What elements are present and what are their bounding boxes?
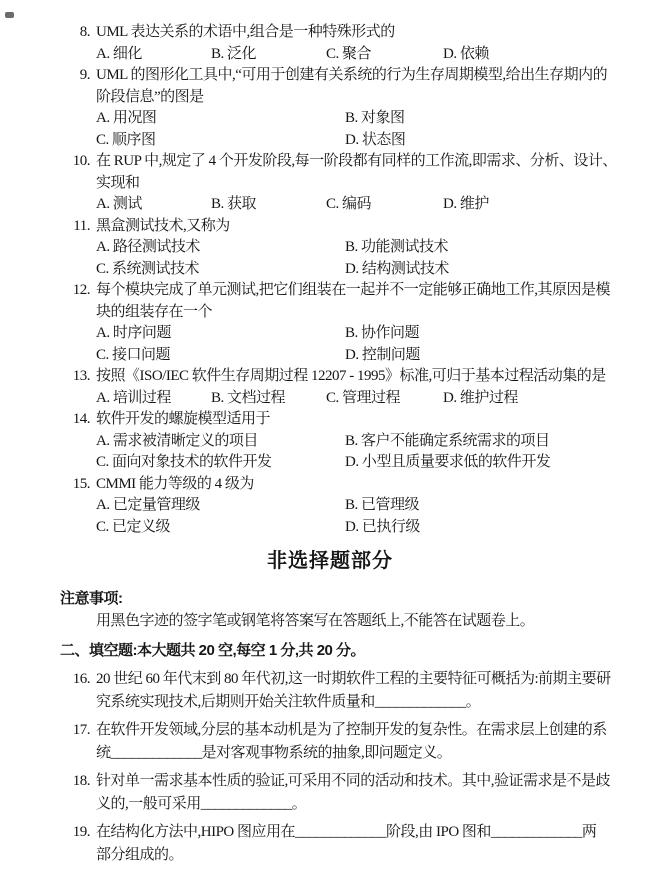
option-b: B. 功能测试技术 [345, 239, 449, 255]
question-text-line: 部分组成的。 [96, 847, 184, 863]
option-a: A. 路径测试技术 [96, 239, 200, 255]
options-row [96, 259, 600, 281]
option-a: A. 测试 [96, 196, 142, 212]
option-c: C. 聚合 [326, 45, 372, 62]
option-b: B. 协作问题 [345, 325, 420, 341]
options-row [96, 194, 600, 216]
option-a: A. 已定量管理级 [96, 497, 200, 513]
options-row [96, 452, 600, 474]
question-text-line: 每个模块完成了单元测试,把它们组装在一起并不一定能够正确地工作,其原因是模 [96, 282, 611, 298]
option-a: A. 需求被清晰定义的项目 [96, 432, 258, 449]
mc-question-8 [60, 22, 600, 65]
fill-question-19 [60, 821, 600, 867]
question-text-line: 阶段信息”的图是 [96, 88, 204, 105]
question-text-line: 在软件开发领域,分层的基本动机是为了控制开发的复杂性。在需求层上创建的系 [96, 722, 607, 738]
option-b: B. 客户不能确定系统需求的项目 [345, 432, 550, 449]
question-number: 8. [79, 24, 90, 40]
option-d: D. 维护过程 [443, 389, 518, 406]
option-d: D. 结构测试技术 [345, 260, 449, 277]
fill-in-section-header: 二、填空题:本大题共 20 空,每空 1 分,共 20 分。 [60, 642, 366, 659]
question-number: 11. [73, 217, 90, 234]
options-row [96, 495, 600, 517]
options-row [96, 130, 600, 152]
options-row [96, 517, 600, 539]
notice-text: 用黑色字迹的签字笔或钢笔将答案写在答题纸上,不能答在试题卷上。 [96, 613, 535, 629]
section-heading: 非选择题部分 [267, 550, 393, 572]
option-c: C. 顺序图 [96, 131, 156, 148]
option-a: A. 时序问题 [96, 325, 171, 341]
question-text-line: 在结构化方法中,HIPO 图应用在_____________阶段,由 IPO 图和_____________两 [96, 824, 597, 840]
mc-question-13 [60, 366, 606, 409]
mc-question-9 [60, 65, 608, 151]
option-d: D. 小型且质量要求低的软件开发 [345, 454, 551, 470]
question-text-line: 块的组装存在一个 [96, 303, 213, 320]
option-c: C. 已定义级 [96, 518, 171, 535]
question-text-line: CMMI 能力等级的 4 级为 [96, 475, 254, 492]
question-number: 19. [72, 824, 90, 840]
options-row [96, 345, 600, 367]
option-d: D. 维护 [443, 196, 489, 212]
question-number: 18. [72, 773, 90, 789]
mc-question-10 [60, 151, 617, 216]
fill-question-16 [60, 668, 611, 714]
scan-artifact [5, 12, 14, 18]
mc-question-15 [60, 474, 600, 539]
question-text-line: 实现和 [96, 174, 140, 191]
question-text-line: 按照《ISO/IEC 软件生存周期过程 12207 - 1995》标准,可归于基本过程活动集的是 [96, 368, 606, 384]
option-a: A. 用况图 [96, 110, 157, 126]
question-number: 10. [72, 153, 90, 169]
notice-label: 注意事项: [60, 590, 123, 607]
question-number: 12. [72, 282, 90, 298]
options-row [96, 388, 600, 410]
options-row [96, 431, 600, 453]
options-row [96, 237, 600, 259]
question-text-line: 针对单一需求基本性质的验证,可采用不同的活动和技术。其中,验证需求是不是歧 [96, 773, 611, 789]
question-text-line: 黑盒测试技术,又称为 [96, 217, 230, 234]
question-number: 9. [79, 67, 90, 83]
options-row [96, 44, 600, 66]
option-c: C. 管理过程 [326, 389, 401, 406]
question-number: 16. [72, 671, 90, 687]
option-a: A. 培训过程 [96, 389, 171, 406]
option-d: D. 状态图 [345, 131, 406, 148]
options-row [96, 108, 600, 130]
option-d: D. 控制问题 [345, 346, 420, 363]
option-d: D. 已执行级 [345, 518, 420, 535]
question-text-line: UML 表达关系的术语中,组合是一种特殊形式的 [96, 24, 395, 40]
option-c: C. 编码 [326, 196, 372, 212]
question-text-line: 究系统实现技术,后期则开始关注软件质量和_____________。 [96, 694, 481, 710]
options-row [96, 323, 600, 345]
option-d: D. 依赖 [443, 45, 489, 62]
question-text-line: UML 的图形化工具中,“可用于创建有关系统的行为生存周期模型,给出生存期内的 [96, 67, 608, 83]
question-text-line: 在 RUP 中,规定了 4 个开发阶段,每一阶段都有同样的工作流,即需求、分析、设计、 [96, 153, 617, 169]
mc-question-14 [60, 409, 600, 474]
question-number: 14. [72, 411, 90, 427]
question-text-line: 软件开发的螺旋模型适用于 [96, 411, 271, 427]
question-number: 13. [72, 368, 90, 384]
question-text-line: 义的,一般可采用_____________。 [96, 796, 307, 812]
option-c: C. 系统测试技术 [96, 260, 200, 277]
option-c: C. 面向对象技术的软件开发 [96, 454, 272, 470]
option-c: C. 接口问题 [96, 346, 171, 363]
mc-question-11 [60, 216, 600, 281]
fill-question-18 [60, 770, 611, 816]
fill-question-17 [60, 719, 607, 765]
question-text-line: 20 世纪 60 年代末到 80 年代初,这一时期软件工程的主要特征可概括为:前期主要研 [96, 671, 611, 687]
question-text-line: 统_____________是对客观事物系统的抽象,即问题定义。 [96, 745, 452, 761]
option-b: B. 已管理级 [345, 497, 420, 513]
option-b: B. 获取 [211, 196, 257, 212]
question-number: 17. [72, 722, 90, 738]
option-b: B. 文档过程 [211, 389, 286, 406]
question-number: 15. [72, 475, 90, 492]
option-b: B. 对象图 [345, 110, 405, 126]
option-b: B. 泛化 [211, 45, 257, 62]
option-a: A. 细化 [96, 45, 142, 62]
fill-in-section [60, 668, 611, 867]
mc-question-12 [60, 280, 611, 366]
